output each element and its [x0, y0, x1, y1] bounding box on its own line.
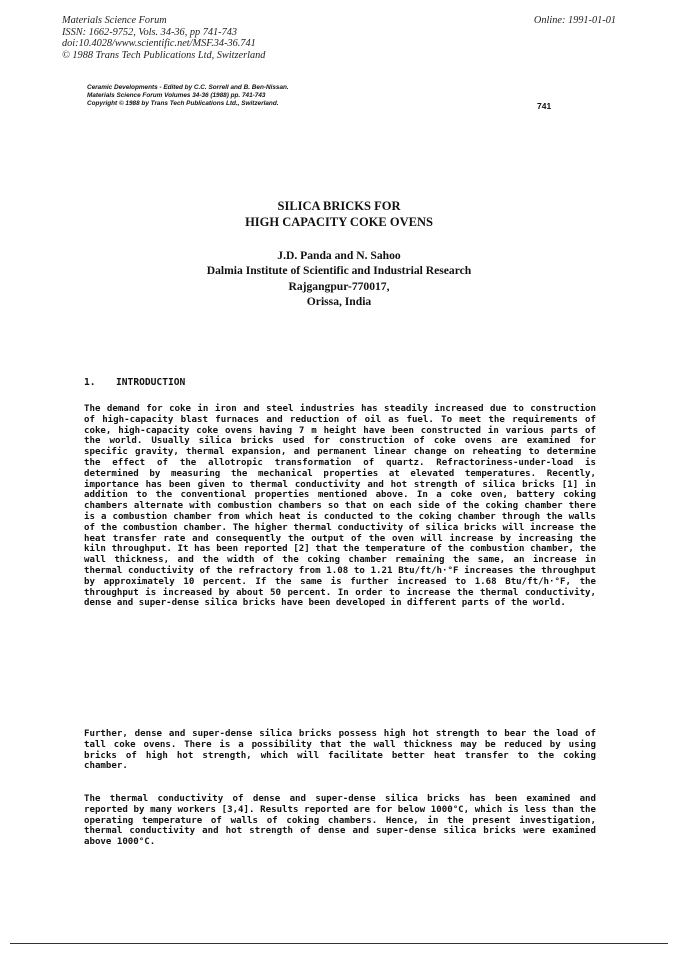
credits-line-editors: Ceramic Developments - Edited by C.C. Sorrell and B. Ben-Nissan.: [87, 84, 289, 91]
section-heading: [84, 377, 185, 388]
copyright-line: © 1988 Trans Tech Publications Ltd, Switzerland: [62, 49, 266, 61]
credits-line-volume: Materials Science Forum Volumes 34-36 (1988) pp. 741-743: [87, 91, 266, 99]
author-block: [0, 248, 678, 310]
paper-title: [0, 199, 678, 230]
author-state: Orissa, India: [306, 295, 372, 309]
doi-line[interactable]: doi:10.4028/www.scientific.net/MSF.34-36.741: [62, 38, 256, 50]
paragraph-1: The demand for coke in iron and steel industries has steadily increased due to construction of high-capacity blast furnaces and reduction of oil as fuel. To meet the requirements of coke, high-capacity coke ovens having 7 m height have been constructed in various parts of the world. Usually silica bricks used for construction of coke ovens are examined for specific gravity, thermal expansion, and permanent linear change on reheating to determine the effect of the allotropic transformation of quartz. Refractoriness-under-load is determined by measuring the mechanical properties at elevated temperatures. Recently, importance has been given to thermal conductivity and hot strength of silica bricks [1] in addition to the conventional properties mentioned above. In a coke oven, battery coking chambers alternate with combustion chambers so that on each side of the coking chamber there is a combustion chamber from which heat is conducted to the coking chamber through the walls of the combustion chamber. The higher thermal conductivity of silica bricks will increase the heat transfer rate and consequently the output of the oven will increase by increasing the kiln throughput. It has been reported [2] that the temperature of the combustion chamber, the wall thickness, and the width of the coking chamber remaining the same, an increase in thermal conductivity of the refractory from 1.08 to 1.21 Btu/ft/h·°F increases the throughput by approximately 10 percent. If the same is further increased to 1.68 Btu/ft/h·°F, the throughput is increased by about 50 percent. In order to increase the thermal conductivity, dense and super-dense silica bricks have been developed in different parts of the world.: [84, 404, 596, 609]
author-city: Rajgangpur-770017,: [288, 279, 390, 293]
issn-line: ISSN: 1662-9752, Vols. 34-36, pp 741-743: [62, 26, 238, 38]
bottom-rule: [10, 943, 668, 944]
section-number: 1.: [84, 377, 96, 388]
publication-info: [62, 15, 265, 61]
author-names: J.D. Panda and N. Sahoo: [277, 249, 401, 262]
title-line-1: SILICA BRICKS FOR: [277, 199, 401, 213]
volume-credits: [87, 84, 289, 107]
author-institute: Dalmia Institute of Scientific and Industrial Research: [206, 264, 472, 278]
section-title: INTRODUCTION: [116, 377, 186, 388]
page-number: 741: [537, 101, 552, 111]
journal-name: Materials Science Forum: [62, 15, 167, 26]
paragraph-2: Further, dense and super-dense silica bricks possess high hot strength to bear the load of tall coke ovens. There is a possibility that the wall thickness may be reduced by using bricks of high hot strength, which will facilitate better heat transfer to the coking chamber.: [84, 729, 596, 772]
online-date: Online: 1991-01-01: [533, 15, 616, 26]
title-line-2: HIGH CAPACITY COKE OVENS: [245, 214, 433, 229]
paragraph-3: The thermal conductivity of dense and super-dense silica bricks has been examined and reported by many workers [3,4]. Results reported are for below 1000°C, which is less than the operating temperature of walls of coking chambers. Hence, in the present investigation, thermal conductivity and hot strength of dense and super-dense silica bricks were examined above 1000°C.: [84, 794, 596, 848]
credits-line-copyright: Copyright © 1988 by Trans Tech Publications Ltd., Switzerland.: [87, 99, 279, 107]
